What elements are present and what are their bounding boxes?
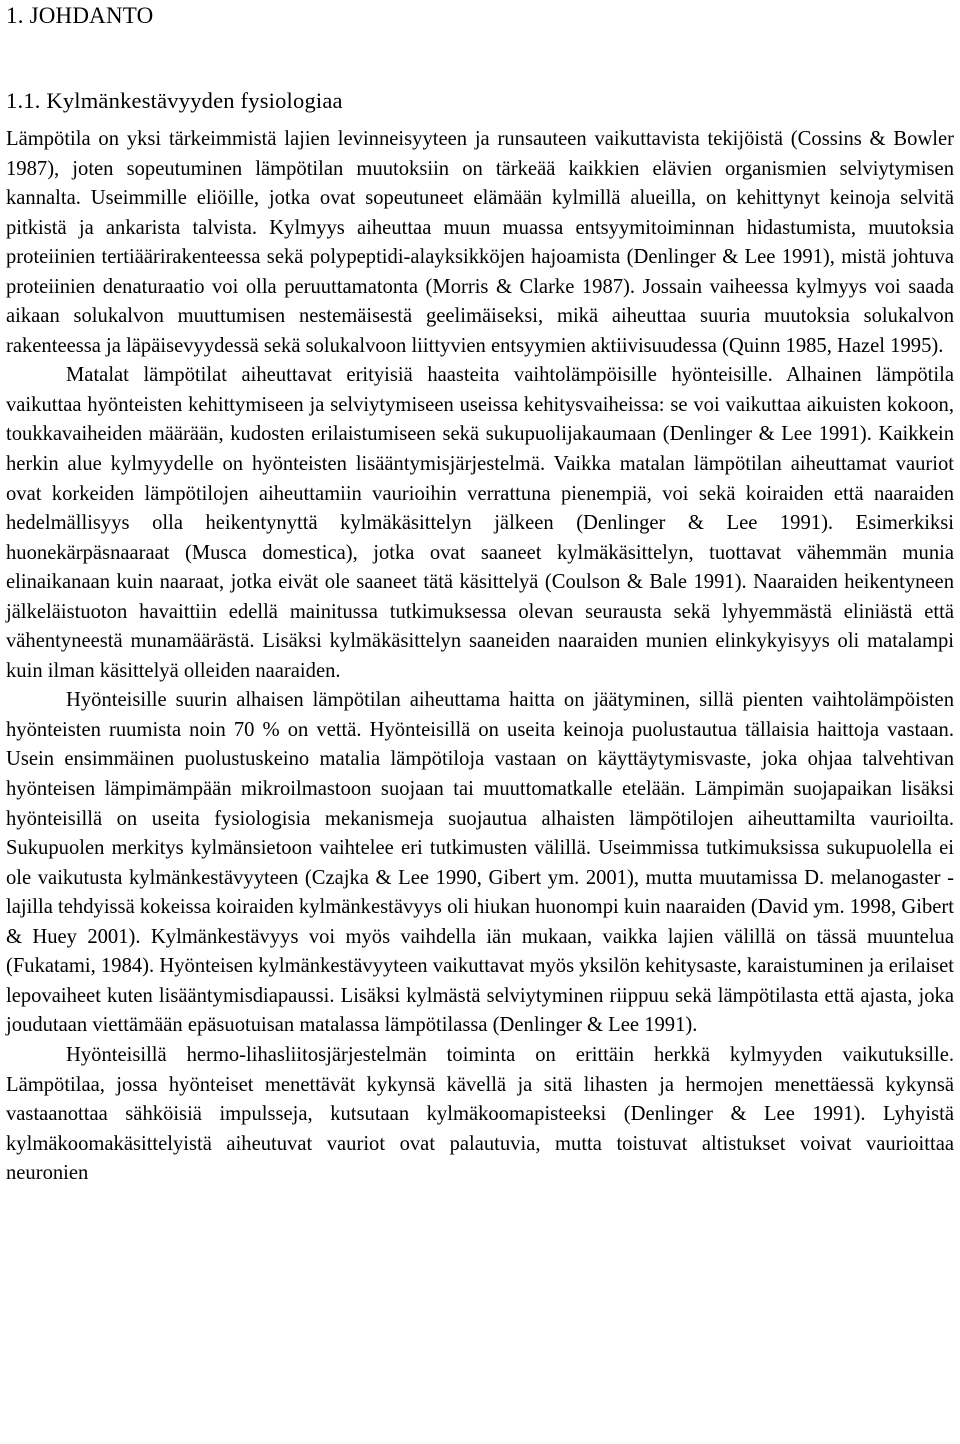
paragraph-clip xyxy=(6,1041,954,1228)
body-paragraph: Lämpötila on yksi tärkeimmistä lajien levinneisyyteen ja runsauteen vaikuttavista tekijöistä (Cossins & Bowler 1987), joten sopeutuminen lämpötilan muutoksiin on tärkeää kaikkien elävien organismien selviytymisen kannalta. Useimmille eliöille, jotka ovat sopeutuneet elämään kylmillä alueilla, on kehittynyt keinoja selvitä pitkistä ja ankarista talvista. Kylmyys aiheuttaa muun muassa entsyymitoiminnan hidastumista, muutoksia proteiinien tertiäärirakenteessa sekä polypeptidi-alayksikköjen hajoamista (Denlinger & Lee 1991), mistä johtuva proteiinien denaturaatio voi olla peruuttamatonta (Morris & Clarke 1987). Jossain vaiheessa kylmyys voi saada aikaan solukalvon muuttumisen nestemäisestä geelimäiseksi, mikä aiheuttaa suuria muutoksia solukalvon rakenteessa ja läpäisevyydessä sekä solukalvoon liittyvien entsyymien aktiivisuudessa (Quinn 1985, Hazel 1995). xyxy=(6,128,954,357)
chapter-heading: 1. JOHDANTO xyxy=(6,3,154,28)
body-paragraph: Hyönteisille suurin alhaisen lämpötilan aiheuttama haitta on jäätyminen, sillä pienten vaihtolämpöisten hyönteisten ruumista noin 70 % on vettä. Hyönteisillä on useita keinoja puolustautua tällaisia haittoja vastaan. Usein ensimmäinen puolustuskeino matalia lämpötiloja vastaan on käyttäytymisvaste, joka ohjaa talvehtivan hyönteisen lämpimämpään mikroilmastoon suojaan tai muuttomatkalle etelään. Lämpimän suojapaikan lisäksi hyönteisillä on useita fysiologisia mekanismeja suojautua alhaisten lämpötilojen aiheuttamilta vaurioilta. Sukupuolen merkitys kylmänsietoon vaihtelee eri tutkimusten välillä. Useimmissa tutkimuksissa sukupuolella ei ole vaikutusta kylmänkestävyyteen (Czajka & Lee 1990, Gibert ym. 2001), mutta muutamissa D. melanogaster -lajilla tehdyissä kokeissa koiraiden kylmänkestävyys oli hiukan huonompi kuin naaraiden (David ym. 1998, Gibert & Huey 2001). Kylmänkestävyys voi myös vaihdella iän mukaan, vaikka lajien välillä on tässä muuntelua (Fukatami, 1984). Hyönteisen kylmänkestävyyteen vaikuttavat myös yksilön kehitysaste, karaistuminen ja erilaiset lepovaiheet kuten lisääntymisdiapaussi. Lisäksi kylmästä selviytyminen riippuu sekä lämpötilasta että ajasta, joka joudutaan viettämään epäsuotuisan matalassa lämpötilassa (Denlinger & Lee 1991). xyxy=(6,689,954,1037)
body-paragraph: Matalat lämpötilat aiheuttavat erityisiä haasteita vaihtolämpöisille hyönteisille. Alhainen lämpötila vaikuttaa hyönteisten kehittymiseen ja selviytymiseen useissa kehitysvaiheissa: se voi vaikuttaa aikuisten kokoon, toukkavaiheiden määrään, kudosten erilaistumiseen sekä sukupuolijakaumaan (Denlinger & Lee 1991). Kaikkein herkin alue kylmyydelle on hyönteisten lisääntymisjärjestelmä. Vaikka matalan lämpötilan aiheuttamat vauriot ovat korkeiden lämpötilojen aiheuttamiin vaurioihin verrattuna pienempiä, voi sekä koiraiden että naaraiden hedelmällisyys olla heikentynyttä kylmäkäsittelyn jälkeen (Denlinger & Lee 1991). Esimerkiksi huonekärpäsnaaraat (Musca domestica), jotka ovat saaneet kylmäkäsittelyn, tuottavat vähemmän munia elinaikanaan kuin naaraat, jotka eivät ole saaneet tätä käsittelyä (Coulson & Bale 1991). Naaraiden heikentyneen jälkeläistuoton havaittiin edellä mainitussa tutkimuksessa olevan seurausta sekä lyhyemmästä eliniästä että vähentyneestä munamäärästä. Lisäksi kylmäkäsittelyn saaneiden naaraiden munien elinkykyisyys oli matalampi kuin ilman käsittelyä olleiden naaraiden. xyxy=(6,364,954,682)
section-heading: 1.1. Kylmänkestävyyden fysiologiaa xyxy=(6,88,343,113)
body-paragraph: Hyönteisillä hermo-lihasliitosjärjestelmän toiminta on erittäin herkkä kylmyyden vaikutuksille. Lämpötilaa, jossa hyönteiset menettävät kykynsä kävellä ja sitä lihasten ja hermojen menettäessä kykynsä vastaanottaa sähköisiä impulsseja, kutsutaan kylmäkoomapisteeksi (Denlinger & Lee 1991). Lyhyistä kylmäkoomakäsittelyistä aiheutuvat vauriot ovat palautuvia, mutta toistuvat altistukset voivat vaurioittaa neuronien xyxy=(6,1043,954,1185)
